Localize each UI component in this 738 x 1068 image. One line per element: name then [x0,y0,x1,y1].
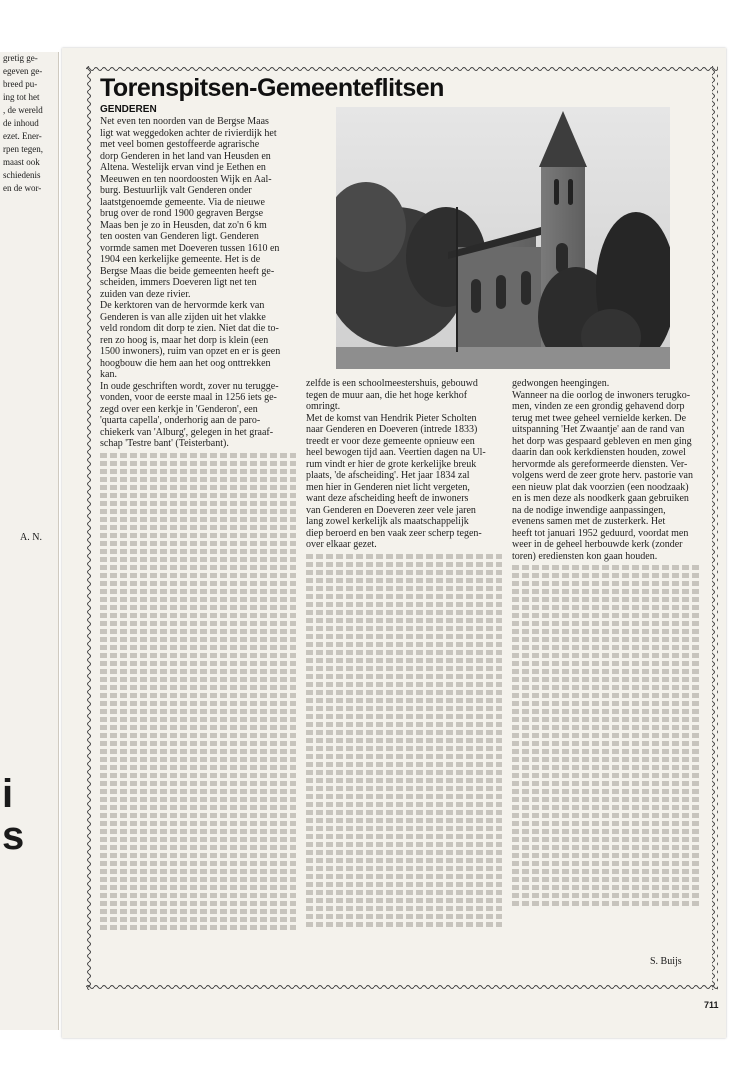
illegible-text-line [306,562,502,567]
illegible-text-line [100,469,296,474]
illegible-text-line [100,653,296,658]
illegible-text-line [306,730,502,735]
text-line: Met de komst van Hendrik Pieter Scholten [306,412,477,424]
article-subheading: GENDEREN [100,104,157,115]
text-line: dorp Genderen in het land van Heusden en [100,150,271,162]
illegible-text-line [100,837,296,842]
text-line: hoogbouw die hem aan het oog onttrekken [100,357,271,369]
previous-page-line: schiedenis [3,170,41,180]
page-number: 711 [704,1000,719,1010]
illegible-text-line [512,661,702,666]
illegible-text-line [306,858,502,863]
text-line: heel bewogen tijd aan. Veertien dagen na Ul- [306,447,486,458]
text-line: 1904 een kerkelijke gemeente. Het is de [100,254,261,265]
illegible-text-line [100,901,296,906]
illegible-text-line [512,701,702,706]
illegible-text-line [100,733,296,738]
illegible-text-line [100,557,296,562]
illegible-text-line [100,669,296,674]
illegible-text-line [512,589,702,594]
text-line: ten oosten van Genderen ligt. Genderen [100,231,259,242]
illegible-text-line [100,781,296,786]
text-line: lang zowel kerkelijk als maatschappelijk [306,516,469,527]
illegible-text-line [306,634,502,639]
illegible-text-line [306,762,502,767]
illegible-text-line [512,757,702,762]
illegible-text-line [512,621,702,626]
text-line: terug met twee geheel vernielde kerken. De [512,412,687,424]
previous-page-strip [0,52,59,1030]
text-line: zegd over een kerkje in 'Genderon', een [100,403,258,415]
illegible-text-line [512,733,702,738]
church-photo [336,107,670,369]
author-signature: S. Buijs [650,956,682,967]
illegible-text-line [512,797,702,802]
illegible-text-line [306,906,502,911]
previous-page-line: egeven ge- [3,66,43,76]
text-line: schap 'Testre bant' (Teisterbant). [100,438,229,449]
illegible-text-line [512,669,702,674]
article-column-1 [100,116,296,930]
text-line: men hier in Genderen niet licht vergeten, [306,481,470,493]
text-line: ligt wat weggedoken achter de rivierdijk het [100,127,277,139]
article-column-3 [512,378,702,906]
text-line: hervormde als gereformeerde diensten. Ver- [512,458,688,470]
illegible-text-line [100,581,296,586]
previous-page-line: de inhoud [3,118,39,128]
text-line: volgens werd de zeer grote herv. pastorie van [512,470,693,481]
text-line: daarin dan ook kerkdiensten houden, zowel [512,447,686,458]
illegible-text-line [512,613,702,618]
illegible-text-line [306,570,502,575]
illegible-text-line [306,738,502,743]
illegible-text-line [100,677,296,682]
text-line: rum vindt er hier de grote kerkelijke breuk [306,458,477,470]
illegible-text-line [100,549,296,554]
text-line: scheiden, immers Doeveren ligt net ten [100,277,257,288]
text-line: Wanneer na die oorlog de inwoners terugko- [512,389,691,401]
illegible-text-line [306,586,502,591]
illegible-text-line [512,853,702,858]
illegible-text-line [512,581,702,586]
illegible-text-line [512,837,702,842]
illegible-text-line [100,589,296,594]
illegible-text-line [100,461,296,466]
text-line: en is men deze als noodkerk gaan gebruiken [512,493,689,504]
illegible-text-line [306,666,502,671]
text-line: na de nodige inwendige aanpassingen, [512,504,666,516]
illegible-text-line [306,786,502,791]
text-line: veld rondom dit dorp te zien. Niet dat die to- [100,323,279,334]
illegible-text-line [100,541,296,546]
illegible-text-line [306,754,502,759]
illegible-text-line [100,885,296,890]
illegible-text-line [100,805,296,810]
text-line: In oude geschriften wordt, zover nu terugge- [100,380,279,392]
text-line: toren) erediensten kon gaan houden. [512,550,658,562]
illegible-text-line [512,749,702,754]
illegible-text-line [512,821,702,826]
illegible-text-line [100,517,296,522]
text-line: Altena. Westelijk ervan vind je Eethen en [100,162,266,173]
illegible-text-line [306,914,502,919]
text-line: Meeuwen en ten noordoosten Wijk en Aal- [100,173,272,185]
illegible-text-line [100,725,296,730]
article-title: Torenspitsen-Gemeenteflitsen [100,74,444,102]
illegible-text-line [512,773,702,778]
illegible-text-line [306,690,502,695]
illegible-text-line [512,845,702,850]
illegible-text-line [100,701,296,706]
illegible-text-line [100,453,296,458]
illegible-text-line [100,893,296,898]
illegible-text-line [100,485,296,490]
illegible-text-line [100,909,296,914]
illegible-text-line [512,605,702,610]
illegible-text-line [306,874,502,879]
illegible-text-line [306,794,502,799]
previous-page-line: ing tot het [3,92,40,102]
text-line: Net even ten noorden van de Bergse Maas [100,116,269,127]
text-line: plaats, 'de afscheiding'. Het jaar 1834 zal [306,470,470,481]
illegible-text-line [100,869,296,874]
previous-page-glyph: i [2,772,14,816]
illegible-text-line [306,898,502,903]
illegible-text-line [306,642,502,647]
illegible-text-line [100,821,296,826]
illegible-text-line [100,861,296,866]
illegible-text-line [512,725,702,730]
illegible-text-line [100,645,296,650]
text-line: een nieuw plat dak voorzien (een noodzaak) [512,481,689,493]
illegible-text-line [306,610,502,615]
illegible-text-line [512,885,702,890]
illegible-text-line [306,778,502,783]
illegible-text-line [306,698,502,703]
illegible-text-line [100,813,296,818]
illegible-text-line [100,509,296,514]
text-line: burg. Bestuurlijk valt Genderen onder [100,185,252,196]
illegible-text-line [306,722,502,727]
illegible-text-line [512,693,702,698]
illegible-text-line [100,661,296,666]
illegible-text-line [512,781,702,786]
illegible-text-line [306,626,502,631]
text-line: kan. [100,369,117,380]
illegible-text-line [306,842,502,847]
illegible-text-line [306,810,502,815]
illegible-text-line [306,674,502,679]
illegible-text-line [306,618,502,623]
text-line: met veel bomen gestoffeerde agrarische [100,139,260,150]
illegible-text-line [306,850,502,855]
illegible-text-line [512,565,702,570]
illegible-text-line [306,650,502,655]
previous-page-line: ezet. Ener- [3,131,42,141]
text-line: men, vinden ze een grondig gehavend dorp [512,401,685,412]
text-line: treedt er voor deze gemeente opnieuw een [306,435,475,447]
illegible-text-line [100,773,296,778]
illegible-text-line [100,621,296,626]
text-line: gedwongen heengingen. [512,378,610,389]
previous-page-line: gretig ge- [3,53,38,63]
illegible-text-line [100,629,296,634]
illegible-text-line [100,493,296,498]
illegible-text-line [512,805,702,810]
illegible-text-line [100,501,296,506]
text-line: uitspanning 'Het Zwaantje' aan de rand van [512,424,685,435]
illegible-text-line [512,893,702,898]
illegible-text-line [306,922,502,927]
previous-page-text [0,52,58,195]
illegible-text-line [100,757,296,762]
previous-page-glyph: s [2,814,25,858]
illegible-text-line [100,765,296,770]
illegible-text-line [512,637,702,642]
text-line: van Genderen en Doeveren zeer vele jaren [306,504,476,516]
illegible-text-line [100,717,296,722]
illegible-text-line [512,789,702,794]
illegible-text-line [306,746,502,751]
illegible-text-line [100,525,296,530]
text-line: De kerktoren van de hervormde kerk van [100,300,265,311]
text-line: tegen de muur aan, die het hoge kerkhof [306,389,468,401]
text-line: Genderen is van alle zijden uit het vlakke [100,311,266,323]
text-line: zuiden van deze rivier. [100,288,191,300]
text-line: brug over de rond 1900 gegraven Bergse [100,208,264,219]
text-line: Maas ben je zo in Heusden, dat zo'n 6 km [100,219,267,231]
article-column-2 [306,378,502,927]
illegible-text-line [306,802,502,807]
illegible-text-line [100,709,296,714]
illegible-text-line [100,749,296,754]
text-line: omringt. [306,401,341,412]
illegible-text-line [100,853,296,858]
illegible-text-line [306,706,502,711]
illegible-text-line [512,861,702,866]
illegible-text-line [100,533,296,538]
illegible-text-line [512,685,702,690]
text-line: weer in de geheel herbouwde kerk (zonder [512,539,683,550]
illegible-text-line [512,653,702,658]
previous-page-line: en de wor- [3,183,42,193]
illegible-text-line [512,709,702,714]
illegible-text-line [306,682,502,687]
illegible-text-line [306,554,502,559]
illegible-text-line [512,645,702,650]
illegible-text-line [512,597,702,602]
illegible-text-line [512,877,702,882]
text-line: heeft tot januari 1952 geduurd, voordat men [512,527,689,539]
text-line: laatstgenoemde gemeente. Via de nieuwe [100,196,265,208]
illegible-text-line [306,770,502,775]
text-line: het dorp was gespaard gebleven en men ging [512,435,692,447]
illegible-text-line [306,602,502,607]
illegible-text-line [306,714,502,719]
previous-page-line: breed pu- [3,79,38,89]
illegible-text-line [100,693,296,698]
illegible-text-line [512,741,702,746]
text-line: ren zo hoog is, maar het dorp is klein (een [100,334,269,346]
illegible-text-line [512,573,702,578]
illegible-text-line [512,829,702,834]
illegible-text-line [100,605,296,610]
illegible-text-line [306,594,502,599]
illegible-text-line [512,717,702,722]
illegible-text-line [512,677,702,682]
illegible-text-line [100,565,296,570]
illegible-text-line [306,578,502,583]
illegible-text-line [100,829,296,834]
illegible-text-line [306,890,502,895]
illegible-text-line [100,573,296,578]
text-line: evenens samen met de zusterkerk. Het [512,516,666,527]
illegible-text-line [100,917,296,922]
illegible-text-line [100,797,296,802]
text-line: vonden, voor de eerste maal in 1256 iets ge- [100,392,277,403]
illegible-text-line [100,789,296,794]
illegible-text-line [100,685,296,690]
text-line: want deze afscheiding heeft de inwoners [306,493,469,504]
illegible-text-line [306,826,502,831]
illegible-text-line [512,629,702,634]
text-line: diep beroerd en ben vaak zeer scherp tegen- [306,527,482,539]
illegible-text-line [100,597,296,602]
illegible-text-line [512,901,702,906]
illegible-text-line [512,869,702,874]
illegible-text-line [306,818,502,823]
illegible-text-line [100,741,296,746]
previous-page-line: , de wereld [3,105,43,115]
illegible-text-line [306,834,502,839]
illegible-text-line [100,845,296,850]
illegible-text-line [100,925,296,930]
text-line: zelfde is een schoolmeestershuis, gebouwd [306,378,478,389]
text-line: vormde samen met Doeveren tussen 1610 en [100,242,280,254]
illegible-text-line [512,765,702,770]
text-line: 'quarta capella', onderhorig aan de paro- [100,415,261,426]
illegible-text-line [306,658,502,663]
text-line: Bergse Maas die beide gemeenten heeft ge- [100,265,275,277]
illegible-text-line [100,637,296,642]
illegible-text-line [100,477,296,482]
text-line: 1500 inwoners), ruim van opzet en er is geen [100,346,281,357]
previous-page-line: rpen tegen, [3,144,43,154]
illegible-text-line [512,813,702,818]
illegible-text-line [306,882,502,887]
illegible-text-line [100,613,296,618]
illegible-text-line [306,866,502,871]
text-line: chiekerk van 'Alburg', gelegen in het graaf- [100,426,274,438]
previous-page-line: maast ook [3,157,40,167]
text-line: over elkaar gezet. [306,539,377,550]
text-line: naar Genderen en Doeveren (intrede 1833) [306,424,478,435]
illegible-text-line [100,877,296,882]
previous-page-signature: A. N. [20,532,42,543]
